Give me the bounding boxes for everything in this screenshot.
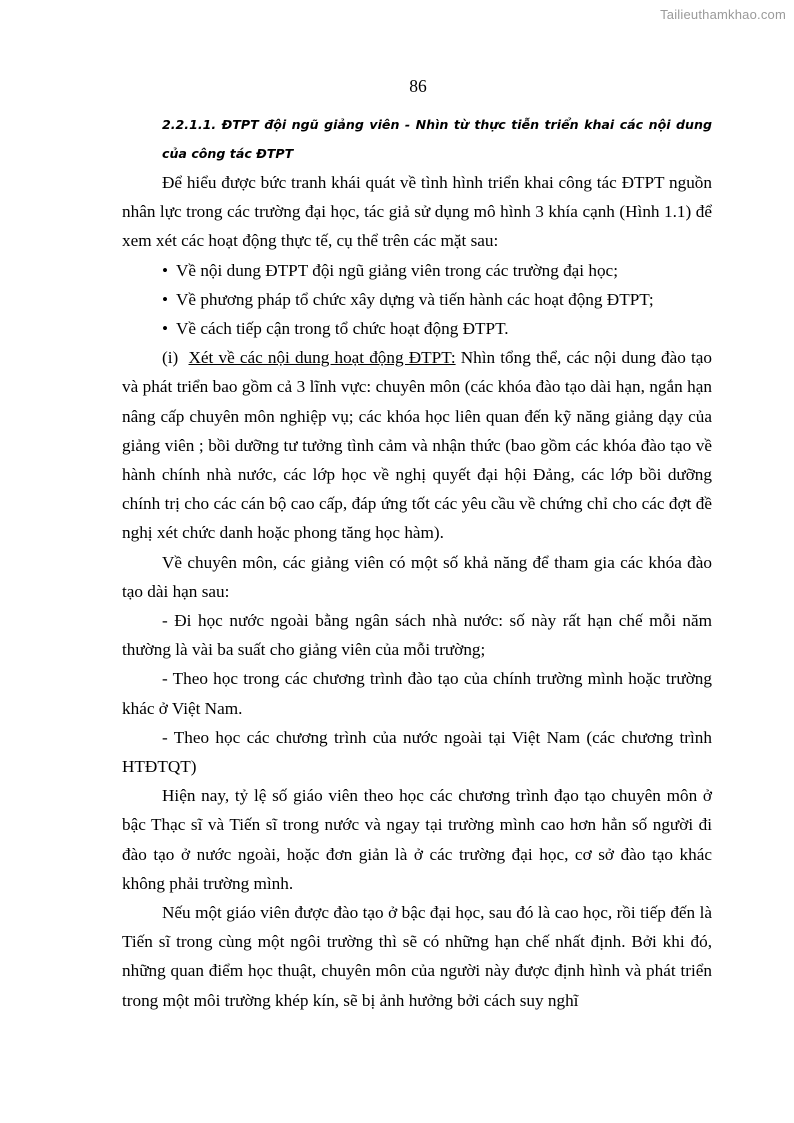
bullet-item (162, 314, 712, 343)
document-body (122, 110, 712, 1015)
bullet-icon: • (162, 289, 169, 309)
bullet-item (162, 256, 712, 285)
section-i-title: Xét về các nội dung hoạt động ĐTPT: (188, 348, 456, 368)
bullet-list (162, 256, 712, 344)
section-i-paragraph (122, 343, 712, 547)
dash-item: - Theo học các chương trình của nước ngoài tại Việt Nam (các chương trình HTĐTQT) (122, 727, 712, 777)
bullet-item (162, 285, 712, 314)
paragraph-group (122, 343, 712, 1015)
neu-paragraph: Nếu một giáo viên được đào tạo ở bậc đại học, sau đó là cao học, rồi tiếp đến là Tiến sĩ trong cùng một ngôi trường thì sẽ có những hạn chế nhất định. Bởi khi đó, những quan điểm học thuật, chuyên môn của người này được định hình và phát triển trong một môi trường khép kín, sẽ bị ảnh hưởng bởi cách suy nghĩ (122, 903, 712, 1010)
page-number: 86 (409, 76, 427, 96)
section-i-marker: (i) (162, 348, 179, 368)
section-heading: 2.2.1.1. ĐTPT đội ngũ giảng viên - Nhìn từ thực tiễn triển khai các nội dung của công tác ĐTPT (162, 117, 712, 161)
bullet-icon: • (162, 319, 169, 339)
chuyen-mon-paragraph: Về chuyên môn, các giảng viên có một số khả năng để tham gia các khóa đào tạo dài hạn sau: (122, 552, 712, 601)
dash-item: - Đi học nước ngoài bằng ngân sách nhà nước: số này rất hạn chế mỗi năm thường là vài ba suất cho giảng viên của mỗi trường; (122, 611, 712, 660)
section-i-body: Nhìn tổng thể, các nội dung đào tạo và phát triển bao gồm cả 3 lĩnh vực: chuyên môn (các khóa đào tạo dài hạn, ngắn hạn nâng cấp chuyên môn nghiệp vụ; các khóa học liên quan đến kỹ năng giảng dạy của giảng viên ; bồi dưỡng tư tưởng tình cảm và nhận thức (bao gồm các khóa đào tạo về hành chính nhà nước, các lớp học về nghị quyết đại hội Đảng, các lớp bồi dưỡng chính trị cho các cán bộ cao cấp, đáp ứng tốt các yêu cầu về chứng chỉ cho các đợt đề nghị xét chức danh hoặc phong tăng học hàm). (122, 348, 712, 543)
watermark: Tailieuthamkhao.com (660, 7, 786, 22)
paragraph-group (122, 168, 712, 256)
bullet-text: Về cách tiếp cận trong tổ chức hoạt động ĐTPT. (176, 319, 509, 339)
dash-item: - Theo học trong các chương trình đào tạo của chính trường mình hoặc trường khác ở Việt Nam. (122, 669, 712, 718)
intro-paragraph: Để hiểu được bức tranh khái quát về tình hình triển khai công tác ĐTPT nguồn nhân lực trong các trường đại học, tác giả sử dụng mô hình 3 khía cạnh (Hình 1.1) để xem xét các hoạt động thực tế, cụ thể trên các mặt sau: (122, 173, 712, 251)
bullet-icon: • (162, 260, 169, 280)
bullet-text: Về nội dung ĐTPT đội ngũ giảng viên trong các trường đại học; (176, 260, 618, 280)
bullet-text: Về phương pháp tổ chức xây dựng và tiến hành các hoạt động ĐTPT; (176, 289, 654, 309)
hien-nay-paragraph: Hiện nay, tỷ lệ số giáo viên theo học các chương trình đạo tạo chuyên môn ở bậc Thạc sĩ và Tiến sĩ trong nước và ngay tại trường mình cao hơn hẳn số người đi đào tạo ở nước ngoài, hoặc đơn giản là ở các trường đại học, cơ sở đào tạo khác không phải trường mình. (122, 786, 712, 893)
